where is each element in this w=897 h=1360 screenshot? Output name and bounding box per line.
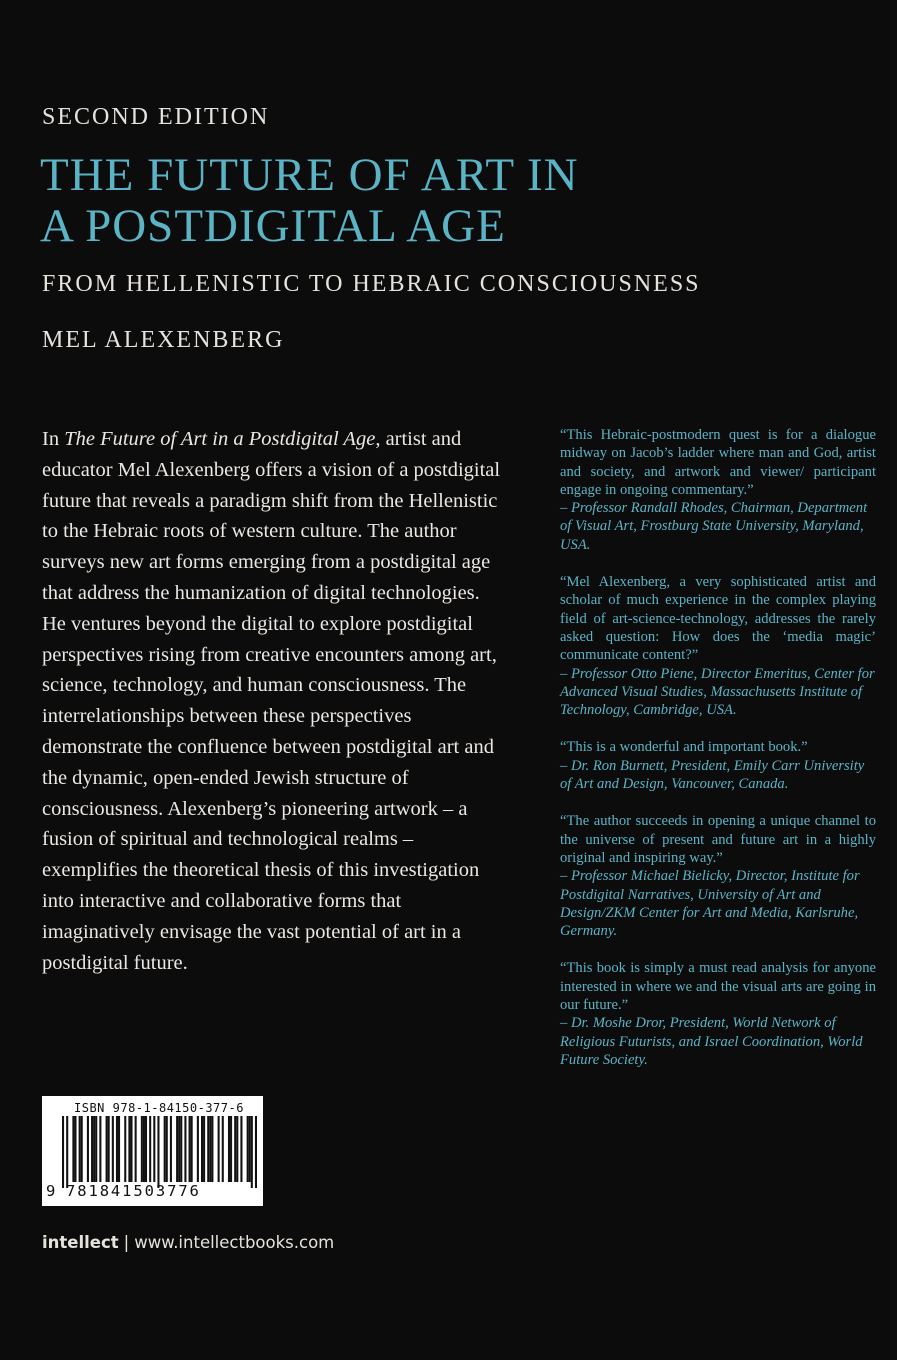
ean-first-digit: 9 xyxy=(46,1182,56,1200)
barcode-bar xyxy=(79,1116,81,1182)
blurb-intro: In xyxy=(42,428,65,450)
barcode-bar xyxy=(255,1116,257,1188)
blurb-book-title: The Future of Art in a Postdigital Age xyxy=(64,428,376,450)
endorsement xyxy=(560,738,876,793)
barcode-bar xyxy=(149,1116,151,1182)
barcode-bar xyxy=(157,1116,159,1188)
barcode-bar xyxy=(91,1116,93,1182)
barcode-bar xyxy=(66,1116,68,1188)
publisher-name: intellect xyxy=(42,1233,119,1252)
book-title xyxy=(40,150,860,252)
publisher-line xyxy=(42,1233,334,1252)
endorsement-text: “This book is simply a must read analysis for anyone interested in where we and the visual arts are going in our future.” xyxy=(560,960,876,1014)
barcode-bar xyxy=(141,1116,143,1182)
barcode-bar xyxy=(112,1116,114,1182)
endorsement-source: – Professor Michael Bielicky, Director, Institute for Postdigital Narratives, University of Art and Design/ZKM Center for Art and Media, Karlsruhe, Germany. xyxy=(560,868,860,940)
publisher-url: www.intellectbooks.com xyxy=(134,1233,335,1252)
barcode-bar xyxy=(81,1116,83,1182)
endorsement-text: “Mel Alexenberg, a very sophisticated artist and scholar of much experience in the complex playing field of art-science-technology, addresses the rarely asked question: How does the ‘media magic’ communicate content?” xyxy=(560,574,876,664)
book-title-line-1: THE FUTURE OF ART IN xyxy=(40,149,579,201)
barcode-panel xyxy=(42,1096,263,1206)
barcode-bar xyxy=(184,1116,186,1182)
endorsement xyxy=(560,573,876,719)
barcode-bar xyxy=(87,1116,89,1182)
endorsements xyxy=(560,426,876,1088)
barcode-bar xyxy=(93,1116,95,1182)
barcode-bar xyxy=(191,1116,193,1182)
barcode-bar xyxy=(180,1116,182,1182)
barcode-bar xyxy=(230,1116,232,1182)
barcode-bar xyxy=(240,1116,242,1182)
barcode-bar xyxy=(201,1116,203,1182)
barcode-bar xyxy=(222,1116,224,1182)
barcode-bar xyxy=(62,1116,64,1188)
barcode-bar xyxy=(72,1116,74,1182)
barcode-bar xyxy=(128,1116,130,1182)
barcode-icon xyxy=(62,1116,257,1188)
blurb-paragraph xyxy=(42,424,508,978)
author-name: MEL ALEXENBERG xyxy=(42,327,285,353)
barcode-bar xyxy=(116,1116,118,1182)
endorsement xyxy=(560,426,876,554)
ean-remaining-digits: 781841503776 xyxy=(66,1182,201,1200)
barcode-bar xyxy=(153,1116,155,1182)
barcode-bar xyxy=(218,1116,220,1182)
endorsement-source: – Dr. Ron Burnett, President, Emily Carr University of Art and Design, Vancouver, Canada. xyxy=(560,757,865,793)
book-subtitle: FROM HELLENISTIC TO HEBRAIC CONSCIOUSNESS xyxy=(42,271,701,297)
barcode-bar xyxy=(247,1116,249,1182)
blurb-body: , artist and educator Mel Alexenberg offers a vision of a postdigital future that reveals a paradigm shift from the Hellenistic to the Hebraic roots of western culture. The author surveys new art forms emerging from a postdigital age that address the humanization of digital technologies. He ventures beyond the digital to explore postdigital perspectives rising from creative encounters among art, science, technology, and human consciousness. The interrelationships between these perspectives demonstrate the confluence between postdigital art and the dynamic, open-ended Jewish structure of consciousness. Alexenberg’s pioneering artwork – a fusion of spiritual and technological realms – exemplifies the theoretical thesis of this investigation into interactive and collaborative forms that imaginatively envisage the vast potential of art in a postdigital future. xyxy=(42,428,501,974)
barcode-bar xyxy=(203,1116,205,1182)
endorsement-text: “The author succeeds in opening a unique channel to the universe of present and future art in a highly original and inspiring way.” xyxy=(560,813,876,866)
barcode-bar xyxy=(209,1116,211,1182)
barcode-bar xyxy=(170,1116,172,1182)
edition-label: SECOND EDITION xyxy=(42,104,270,130)
barcode-bar xyxy=(228,1116,230,1182)
barcode-bar xyxy=(176,1116,178,1182)
barcode-bar xyxy=(189,1116,191,1182)
barcode-bar xyxy=(178,1116,180,1182)
barcode-bar xyxy=(197,1116,199,1182)
barcode-bar xyxy=(108,1116,110,1182)
endorsement-source: – Dr. Moshe Dror, President, World Network of Religious Futurists, and Israel Coordination, World Future Society. xyxy=(560,1015,863,1068)
publisher-separator: | xyxy=(123,1233,130,1252)
isbn-label: ISBN 978-1-84150-377-6 xyxy=(74,1101,244,1115)
barcode-bar xyxy=(211,1116,213,1182)
barcode-bar xyxy=(135,1116,137,1182)
barcode-bar xyxy=(164,1116,166,1182)
endorsement xyxy=(560,959,876,1069)
barcode-bar xyxy=(118,1116,120,1182)
endorsement-source: – Professor Otto Piene, Director Emeritus, Center for Advanced Visual Studies, Massachusetts Institute of Technology, Cambridge, USA. xyxy=(560,665,875,719)
book-title-line-2: A POSTDIGITAL AGE xyxy=(40,200,506,252)
barcode-bar xyxy=(124,1116,126,1182)
barcode-bar xyxy=(166,1116,168,1182)
endorsement-text: “This Hebraic-postmodern quest is for a dialogue midway on Jacob’s ladder where man and God, artist and society, and artwork and viewer/ participant engage in ongoing commentary.” xyxy=(560,427,876,498)
barcode-bar xyxy=(143,1116,145,1182)
endorsement-source: – Professor Randall Rhodes, Chairman, Department of Visual Art, Frostburg State University, Maryland, USA. xyxy=(560,500,868,553)
barcode-bar xyxy=(236,1116,238,1182)
barcode-bar xyxy=(99,1116,101,1182)
endorsement-text: “This is a wonderful and important book.” xyxy=(560,739,808,756)
barcode-bar xyxy=(251,1116,253,1188)
barcode-bar xyxy=(249,1116,251,1182)
barcode-bar xyxy=(106,1116,108,1182)
barcode-bar xyxy=(74,1116,76,1182)
barcode-bar xyxy=(145,1116,147,1182)
barcode-bar xyxy=(95,1116,97,1182)
barcode-bar xyxy=(207,1116,209,1182)
endorsement xyxy=(560,812,876,940)
barcode-bar xyxy=(130,1116,132,1182)
barcode-bar xyxy=(234,1116,236,1182)
